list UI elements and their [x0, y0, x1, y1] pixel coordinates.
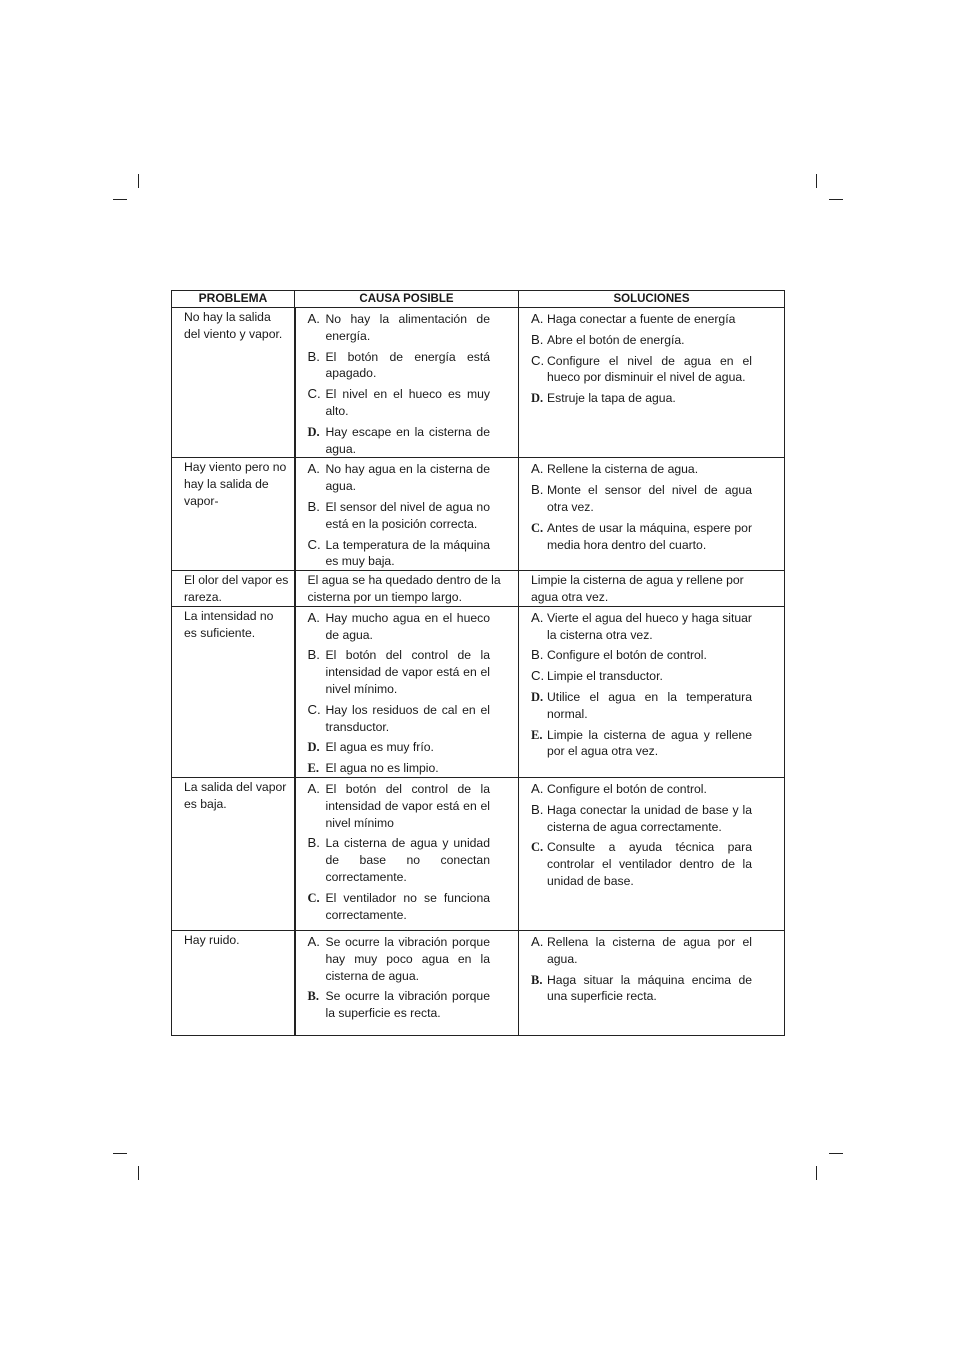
item-text: Hay mucho agua en el hueco de agua. — [325, 610, 490, 642]
item-text: Rellena la cisterna de agua por el agua. — [547, 934, 752, 966]
cause-cell — [295, 930, 519, 1035]
solution-item — [531, 311, 752, 328]
cause-item — [308, 610, 491, 644]
solution-item — [531, 647, 752, 664]
item-text: El botón del control de la intensidad de vapor está en el nivel mínimo. — [325, 648, 490, 696]
item-letter: B. — [531, 482, 544, 498]
solution-cell: Limpie la cisterna de agua y rellene por agua otra vez. — [519, 571, 785, 607]
crop-mark — [113, 199, 127, 200]
solution-item — [531, 390, 752, 407]
crop-mark — [829, 199, 843, 200]
table-row — [172, 308, 785, 458]
solution-item — [531, 934, 752, 968]
item-letter: C. — [531, 840, 544, 855]
item-text: Configure el botón de control. — [547, 648, 707, 663]
cause-item — [308, 988, 491, 1022]
crop-mark — [829, 1153, 843, 1154]
troubleshooting-table — [171, 290, 785, 1036]
crop-mark — [816, 1166, 817, 1180]
cause-item — [308, 499, 491, 533]
cause-cell — [295, 606, 519, 777]
crop-mark — [138, 1166, 139, 1180]
cause-cell — [295, 308, 519, 458]
solution-cell — [519, 458, 785, 571]
header-cause: CAUSA POSIBLE — [295, 291, 519, 308]
problem-cell: No hay la salida del viento y vapor. — [172, 308, 295, 458]
table-header-row — [172, 291, 785, 308]
item-text: Se ocurre la vibración porque hay muy poco agua en la cisterna de agua. — [325, 934, 490, 983]
solution-item — [531, 781, 752, 798]
cause-item — [308, 647, 491, 697]
item-letter: D. — [307, 740, 320, 755]
crop-mark — [816, 174, 817, 188]
item-text: El agua es muy frío. — [325, 740, 434, 755]
cause-item — [308, 349, 491, 383]
item-letter: A. — [531, 933, 544, 949]
solution-item — [531, 727, 752, 761]
problem-cell: La intensidad no es suficiente. — [172, 606, 295, 777]
cause-cell: El agua se ha quedado dentro de la cisterna por un tiempo largo. — [295, 571, 519, 607]
cause-item — [308, 386, 491, 420]
solution-item — [531, 461, 752, 478]
cause-item — [308, 781, 491, 831]
item-letter: A. — [307, 311, 320, 326]
item-letter: B. — [531, 801, 544, 817]
item-text: Se ocurre la vibración porque la superficie es recta. — [325, 989, 490, 1021]
cause-item — [308, 311, 491, 345]
solution-item — [531, 482, 752, 516]
header-solutions: SOLUCIONES — [519, 291, 785, 308]
crop-mark — [138, 174, 139, 188]
item-text: Monte el sensor del nivel de agua otra vez. — [547, 483, 752, 514]
item-text: No hay la alimentación de energía. — [325, 312, 490, 343]
solution-cell — [519, 777, 785, 930]
item-letter: A. — [531, 311, 544, 326]
table-row — [172, 458, 785, 571]
item-text: Estruje la tapa de agua. — [547, 391, 676, 406]
table-row — [172, 606, 785, 777]
cause-item — [308, 890, 491, 924]
item-text: Configure el botón de control. — [547, 781, 707, 796]
item-text: Limpie el transductor. — [547, 669, 663, 684]
item-text: Utilice el agua en la temperatura normal. — [547, 689, 752, 721]
item-letter: C. — [307, 701, 321, 717]
item-letter: B. — [307, 989, 319, 1004]
table-row — [172, 930, 785, 1035]
item-text: Vierte el agua del hueco y haga situar la cisterna otra vez. — [547, 610, 752, 642]
crop-mark — [113, 1153, 127, 1154]
item-letter: C. — [307, 890, 320, 905]
cause-item — [308, 835, 491, 885]
cause-item — [308, 424, 491, 458]
solution-cell — [519, 930, 785, 1035]
item-letter: A. — [307, 461, 320, 477]
item-letter: B. — [307, 835, 320, 851]
header-problem: PROBLEMA — [172, 291, 295, 308]
solution-item — [531, 689, 752, 723]
cause-item — [308, 739, 491, 756]
item-letter: C. — [307, 536, 321, 552]
item-text: Hay escape en la cisterna de agua. — [325, 424, 490, 456]
item-text: Limpie la cisterna de agua y rellene por el agua otra vez. — [547, 727, 752, 759]
solution-item — [531, 520, 752, 554]
cause-item — [308, 537, 491, 571]
item-letter: E. — [307, 761, 319, 776]
cause-cell — [295, 777, 519, 930]
item-letter: B. — [531, 972, 543, 987]
item-text: La temperatura de la máquina es muy baja. — [325, 537, 490, 569]
solution-item — [531, 802, 752, 836]
solution-cell — [519, 308, 785, 458]
item-text: Haga conectar la unidad de base y la cisterna de agua correctamente. — [547, 802, 752, 834]
solution-item — [531, 353, 752, 387]
problem-cell: El olor del vapor es rareza. — [172, 571, 295, 607]
item-letter: B. — [531, 647, 544, 663]
item-text: Configure el nivel de agua en el hueco por disminuir el nivel de agua. — [547, 353, 752, 385]
item-text: No hay agua en la cisterna de agua. — [325, 462, 490, 494]
problem-cell: Hay viento pero no hay la salida de vapor- — [172, 458, 295, 571]
table-row — [172, 571, 785, 607]
item-letter: B. — [307, 348, 320, 364]
cause-cell — [295, 458, 519, 571]
item-text: El ventilador no se funciona correctamente. — [325, 890, 490, 922]
cause-item — [308, 760, 491, 777]
item-text: Hay los residuos de cal en el transductor. — [325, 702, 490, 734]
problem-cell: La salida del vapor es baja. — [172, 777, 295, 930]
item-letter: A. — [531, 461, 544, 477]
solution-item — [531, 839, 752, 889]
item-text: Haga situar la máquina encima de una superficie recta. — [547, 972, 752, 1004]
item-letter: A. — [307, 933, 320, 949]
item-text: Abre el botón de energía. — [547, 332, 685, 347]
item-text: El botón de energía está apagado. — [325, 349, 490, 381]
item-letter: A. — [531, 609, 544, 625]
cause-item — [308, 461, 491, 495]
item-text: Antes de usar la máquina, espere por media hora dentro del cuarto. — [547, 520, 752, 552]
item-letter: C. — [531, 668, 545, 684]
item-letter: A. — [307, 780, 320, 796]
item-text: Rellene la cisterna de agua. — [547, 462, 699, 477]
item-text: Consulte a ayuda técnica para controlar el ventilador dentro de la unidad de base. — [547, 840, 752, 888]
cause-item — [308, 702, 491, 736]
item-letter: C. — [531, 352, 545, 368]
solution-item — [531, 332, 752, 349]
item-letter: A. — [307, 609, 320, 625]
item-letter: E. — [531, 727, 543, 742]
item-letter: C. — [307, 386, 321, 402]
item-letter: D. — [531, 689, 544, 704]
item-text: El nivel en el hueco es muy alto. — [325, 387, 490, 418]
item-letter: D. — [307, 424, 320, 439]
item-letter: D. — [531, 391, 544, 406]
item-text: La cisterna de agua y unidad de base no conectan correctamente. — [325, 836, 490, 884]
item-letter: C. — [531, 520, 544, 535]
item-letter: B. — [307, 647, 320, 663]
problem-cell: Hay ruido. — [172, 930, 295, 1035]
item-text: El botón del control de la intensidad de vapor está en el nivel mínimo — [325, 781, 490, 830]
item-letter: B. — [307, 498, 320, 514]
solution-cell — [519, 606, 785, 777]
cause-item — [308, 934, 491, 984]
item-text: Haga conectar a fuente de energía — [547, 312, 736, 326]
item-text: El agua no es limpio. — [325, 761, 439, 776]
item-letter: A. — [531, 780, 544, 796]
item-letter: B. — [531, 331, 544, 347]
table-row — [172, 777, 785, 930]
solution-item — [531, 610, 752, 644]
solution-item — [531, 668, 752, 685]
solution-item — [531, 972, 752, 1006]
item-text: El sensor del nivel de agua no está en la posición correcta. — [325, 499, 490, 531]
